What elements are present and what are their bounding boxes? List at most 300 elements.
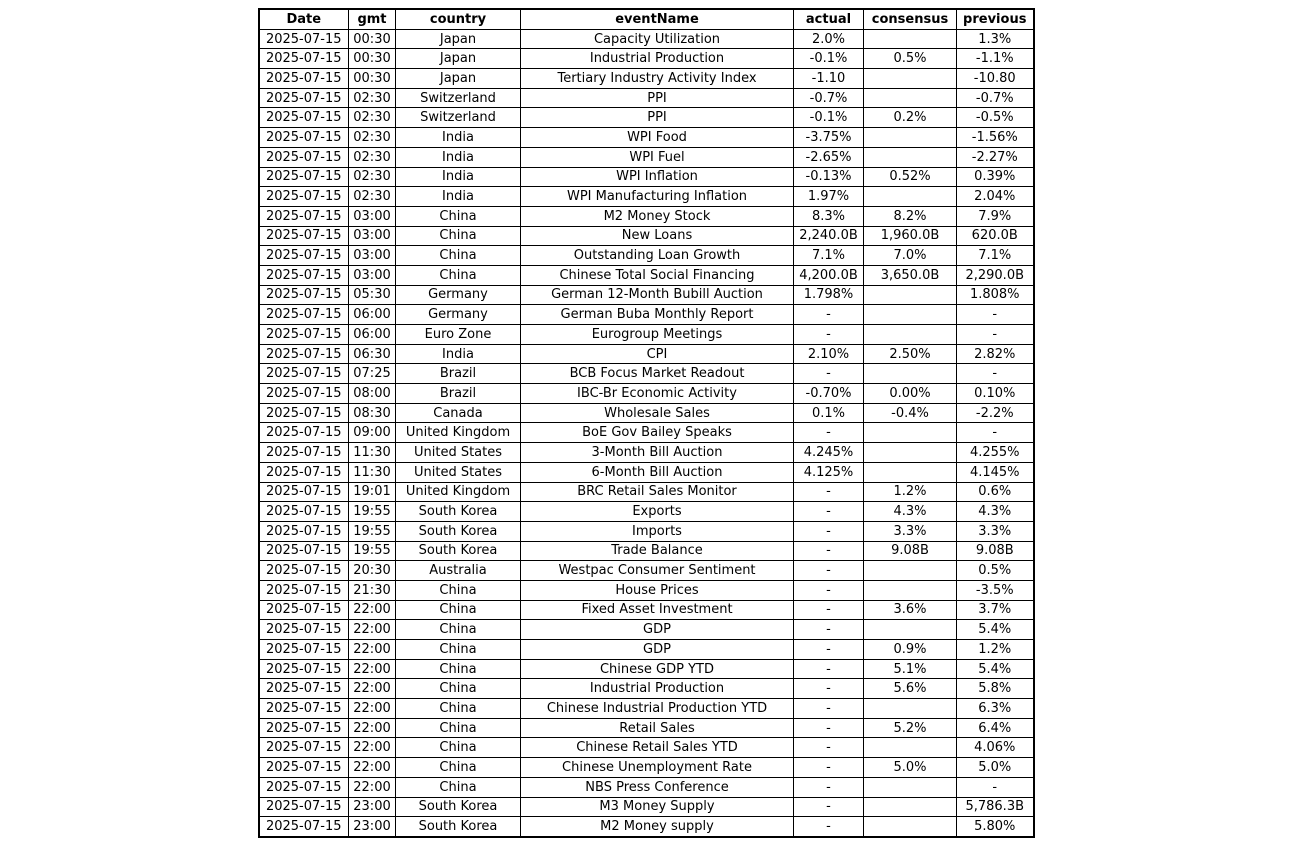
cell: 2025-07-15 xyxy=(259,226,349,246)
cell: -0.13% xyxy=(794,167,864,187)
cell: GDP xyxy=(521,640,794,660)
cell: Capacity Utilization xyxy=(521,29,794,49)
cell: 0.00% xyxy=(864,384,957,404)
cell: M2 Money supply xyxy=(521,817,794,837)
cell: 2025-07-15 xyxy=(259,88,349,108)
cell: 9.08B xyxy=(864,541,957,561)
cell: 2025-07-15 xyxy=(259,580,349,600)
cell: BoE Gov Bailey Speaks xyxy=(521,423,794,443)
table-row xyxy=(259,777,1034,797)
cell: 2025-07-15 xyxy=(259,187,349,207)
cell xyxy=(864,285,957,305)
cell: China xyxy=(396,265,521,285)
cell: South Korea xyxy=(396,797,521,817)
cell: - xyxy=(794,777,864,797)
cell: 2025-07-15 xyxy=(259,443,349,463)
cell: 19:55 xyxy=(349,541,396,561)
cell: Chinese GDP YTD xyxy=(521,659,794,679)
cell: - xyxy=(957,325,1034,345)
cell: -0.5% xyxy=(957,108,1034,128)
cell: - xyxy=(794,364,864,384)
cell: - xyxy=(794,541,864,561)
cell: India xyxy=(396,167,521,187)
cell: Retail Sales xyxy=(521,718,794,738)
cell: 2025-07-15 xyxy=(259,561,349,581)
cell xyxy=(864,462,957,482)
cell: 19:55 xyxy=(349,521,396,541)
cell xyxy=(864,325,957,345)
cell: 2025-07-15 xyxy=(259,640,349,660)
table-row xyxy=(259,384,1034,404)
cell: - xyxy=(957,423,1034,443)
cell: 0.39% xyxy=(957,167,1034,187)
cell: - xyxy=(794,620,864,640)
cell: United Kingdom xyxy=(396,482,521,502)
cell: 2025-07-15 xyxy=(259,659,349,679)
cell: 2.10% xyxy=(794,344,864,364)
cell xyxy=(864,187,957,207)
cell: Chinese Industrial Production YTD xyxy=(521,699,794,719)
cell: 1.2% xyxy=(864,482,957,502)
cell: 2025-07-15 xyxy=(259,521,349,541)
cell: 2025-07-15 xyxy=(259,206,349,226)
cell: House Prices xyxy=(521,580,794,600)
table-row xyxy=(259,482,1034,502)
column-header: previous xyxy=(957,9,1034,29)
cell xyxy=(864,147,957,167)
cell xyxy=(864,69,957,89)
cell: 2025-07-15 xyxy=(259,541,349,561)
cell: China xyxy=(396,620,521,640)
cell: 3-Month Bill Auction xyxy=(521,443,794,463)
cell: 2025-07-15 xyxy=(259,797,349,817)
cell xyxy=(864,561,957,581)
cell xyxy=(864,443,957,463)
table-row xyxy=(259,817,1034,837)
cell: Wholesale Sales xyxy=(521,403,794,423)
table-row xyxy=(259,502,1034,522)
column-header: country xyxy=(396,9,521,29)
cell: - xyxy=(794,561,864,581)
cell: 2025-07-15 xyxy=(259,403,349,423)
cell: China xyxy=(396,600,521,620)
cell: South Korea xyxy=(396,541,521,561)
table-row xyxy=(259,246,1034,266)
table-row xyxy=(259,521,1034,541)
cell xyxy=(864,699,957,719)
cell: - xyxy=(794,659,864,679)
cell: 2025-07-15 xyxy=(259,502,349,522)
cell: Switzerland xyxy=(396,108,521,128)
cell: 00:30 xyxy=(349,49,396,69)
cell: China xyxy=(396,679,521,699)
cell: China xyxy=(396,659,521,679)
cell: 5.8% xyxy=(957,679,1034,699)
cell: 5.1% xyxy=(864,659,957,679)
table-row xyxy=(259,640,1034,660)
cell: 8.2% xyxy=(864,206,957,226)
cell: Exports xyxy=(521,502,794,522)
cell: 0.52% xyxy=(864,167,957,187)
cell xyxy=(864,88,957,108)
cell: 2025-07-15 xyxy=(259,482,349,502)
cell: 03:00 xyxy=(349,226,396,246)
cell: - xyxy=(794,423,864,443)
cell: 22:00 xyxy=(349,758,396,778)
cell: 3.3% xyxy=(957,521,1034,541)
cell: 5.4% xyxy=(957,659,1034,679)
table-row xyxy=(259,679,1034,699)
cell: Outstanding Loan Growth xyxy=(521,246,794,266)
cell: 4.145% xyxy=(957,462,1034,482)
cell: Brazil xyxy=(396,384,521,404)
cell: PPI xyxy=(521,88,794,108)
cell: Tertiary Industry Activity Index xyxy=(521,69,794,89)
cell: 22:00 xyxy=(349,699,396,719)
cell: 2025-07-15 xyxy=(259,777,349,797)
cell xyxy=(864,777,957,797)
table-row xyxy=(259,285,1034,305)
cell: 0.5% xyxy=(957,561,1034,581)
cell: 2025-07-15 xyxy=(259,49,349,69)
cell: 22:00 xyxy=(349,718,396,738)
cell: 5.2% xyxy=(864,718,957,738)
cell: 7.1% xyxy=(794,246,864,266)
table-row xyxy=(259,69,1034,89)
cell: 1.3% xyxy=(957,29,1034,49)
cell: BCB Focus Market Readout xyxy=(521,364,794,384)
table-row xyxy=(259,797,1034,817)
cell: -3.5% xyxy=(957,580,1034,600)
column-header: actual xyxy=(794,9,864,29)
table-row xyxy=(259,659,1034,679)
cell: IBC-Br Economic Activity xyxy=(521,384,794,404)
cell: Trade Balance xyxy=(521,541,794,561)
cell xyxy=(864,128,957,148)
cell: Chinese Retail Sales YTD xyxy=(521,738,794,758)
cell: 2025-07-15 xyxy=(259,128,349,148)
cell: 02:30 xyxy=(349,128,396,148)
cell: 11:30 xyxy=(349,443,396,463)
cell: BRC Retail Sales Monitor xyxy=(521,482,794,502)
cell: 1.798% xyxy=(794,285,864,305)
cell: China xyxy=(396,580,521,600)
cell: 06:30 xyxy=(349,344,396,364)
table-row xyxy=(259,462,1034,482)
cell: - xyxy=(794,600,864,620)
cell: 2025-07-15 xyxy=(259,384,349,404)
cell: - xyxy=(957,305,1034,325)
cell: United Kingdom xyxy=(396,423,521,443)
cell: South Korea xyxy=(396,817,521,837)
cell xyxy=(864,305,957,325)
column-header: gmt xyxy=(349,9,396,29)
cell: 2025-07-15 xyxy=(259,305,349,325)
cell: 2025-07-15 xyxy=(259,108,349,128)
cell: 09:00 xyxy=(349,423,396,443)
table-row xyxy=(259,718,1034,738)
cell: 6.4% xyxy=(957,718,1034,738)
cell: 2025-07-15 xyxy=(259,246,349,266)
cell: Fixed Asset Investment xyxy=(521,600,794,620)
table-row xyxy=(259,699,1034,719)
cell: China xyxy=(396,699,521,719)
cell: 22:00 xyxy=(349,600,396,620)
cell: 08:00 xyxy=(349,384,396,404)
cell: 1,960.0B xyxy=(864,226,957,246)
cell: - xyxy=(794,817,864,837)
cell xyxy=(864,29,957,49)
cell xyxy=(864,817,957,837)
cell: 4.125% xyxy=(794,462,864,482)
cell: 3.7% xyxy=(957,600,1034,620)
cell: 0.1% xyxy=(794,403,864,423)
cell: 2025-07-15 xyxy=(259,344,349,364)
cell: WPI Inflation xyxy=(521,167,794,187)
cell: Japan xyxy=(396,69,521,89)
column-header: consensus xyxy=(864,9,957,29)
table-row xyxy=(259,305,1034,325)
cell: 2.50% xyxy=(864,344,957,364)
cell: 1.97% xyxy=(794,187,864,207)
cell: 1.808% xyxy=(957,285,1034,305)
cell: 2025-07-15 xyxy=(259,620,349,640)
table-row xyxy=(259,128,1034,148)
cell: 2025-07-15 xyxy=(259,167,349,187)
cell: - xyxy=(794,580,864,600)
cell: -0.7% xyxy=(957,88,1034,108)
table-row xyxy=(259,29,1034,49)
cell: 0.6% xyxy=(957,482,1034,502)
cell: - xyxy=(794,718,864,738)
cell: German 12-Month Bubill Auction xyxy=(521,285,794,305)
cell: 2025-07-15 xyxy=(259,738,349,758)
column-header: Date xyxy=(259,9,349,29)
cell: -2.65% xyxy=(794,147,864,167)
table-row xyxy=(259,226,1034,246)
cell: 22:00 xyxy=(349,640,396,660)
cell: - xyxy=(794,325,864,345)
cell: 5.6% xyxy=(864,679,957,699)
cell: 03:00 xyxy=(349,206,396,226)
cell: Westpac Consumer Sentiment xyxy=(521,561,794,581)
cell: 0.5% xyxy=(864,49,957,69)
cell: 7.1% xyxy=(957,246,1034,266)
cell: 23:00 xyxy=(349,817,396,837)
cell: 4.245% xyxy=(794,443,864,463)
cell: 4.06% xyxy=(957,738,1034,758)
table-row xyxy=(259,758,1034,778)
cell: 02:30 xyxy=(349,187,396,207)
cell: 03:00 xyxy=(349,265,396,285)
cell: -10.80 xyxy=(957,69,1034,89)
cell xyxy=(864,423,957,443)
cell: India xyxy=(396,128,521,148)
cell: 2025-07-15 xyxy=(259,758,349,778)
cell: 5.0% xyxy=(864,758,957,778)
cell: 22:00 xyxy=(349,620,396,640)
cell: German Buba Monthly Report xyxy=(521,305,794,325)
cell: India xyxy=(396,187,521,207)
cell: 2025-07-15 xyxy=(259,364,349,384)
cell: - xyxy=(794,797,864,817)
cell: 2025-07-15 xyxy=(259,265,349,285)
cell: Japan xyxy=(396,29,521,49)
cell: Chinese Unemployment Rate xyxy=(521,758,794,778)
cell: 4.3% xyxy=(864,502,957,522)
cell: 6.3% xyxy=(957,699,1034,719)
cell: WPI Fuel xyxy=(521,147,794,167)
cell: - xyxy=(794,305,864,325)
cell: Canada xyxy=(396,403,521,423)
cell: 2025-07-15 xyxy=(259,462,349,482)
cell: 2,290.0B xyxy=(957,265,1034,285)
cell: Switzerland xyxy=(396,88,521,108)
cell: 02:30 xyxy=(349,88,396,108)
cell: United States xyxy=(396,462,521,482)
table-row xyxy=(259,738,1034,758)
cell: 9.08B xyxy=(957,541,1034,561)
cell: -1.56% xyxy=(957,128,1034,148)
cell: China xyxy=(396,718,521,738)
cell: 4.3% xyxy=(957,502,1034,522)
cell: 22:00 xyxy=(349,738,396,758)
table-row xyxy=(259,147,1034,167)
cell: Japan xyxy=(396,49,521,69)
cell: WPI Food xyxy=(521,128,794,148)
table-row xyxy=(259,600,1034,620)
cell: 5,786.3B xyxy=(957,797,1034,817)
table-row xyxy=(259,167,1034,187)
cell: 2025-07-15 xyxy=(259,325,349,345)
cell: 7.9% xyxy=(957,206,1034,226)
cell: Eurogroup Meetings xyxy=(521,325,794,345)
table-row xyxy=(259,580,1034,600)
table-row xyxy=(259,344,1034,364)
cell: WPI Manufacturing Inflation xyxy=(521,187,794,207)
cell: 2025-07-15 xyxy=(259,69,349,89)
cell: -2.27% xyxy=(957,147,1034,167)
cell: 02:30 xyxy=(349,167,396,187)
table-row xyxy=(259,443,1034,463)
cell: 8.3% xyxy=(794,206,864,226)
cell: Imports xyxy=(521,521,794,541)
cell: China xyxy=(396,206,521,226)
cell: China xyxy=(396,226,521,246)
table-row xyxy=(259,541,1034,561)
cell: M2 Money Stock xyxy=(521,206,794,226)
cell: - xyxy=(794,482,864,502)
cell: - xyxy=(794,758,864,778)
cell: 5.80% xyxy=(957,817,1034,837)
cell: 00:30 xyxy=(349,29,396,49)
table-row xyxy=(259,620,1034,640)
cell: China xyxy=(396,758,521,778)
cell: M3 Money Supply xyxy=(521,797,794,817)
cell: 4,200.0B xyxy=(794,265,864,285)
cell: 2.0% xyxy=(794,29,864,49)
table-row xyxy=(259,403,1034,423)
cell: 20:30 xyxy=(349,561,396,581)
cell: PPI xyxy=(521,108,794,128)
cell: 3.3% xyxy=(864,521,957,541)
cell: China xyxy=(396,777,521,797)
table-row xyxy=(259,187,1034,207)
cell: Chinese Total Social Financing xyxy=(521,265,794,285)
cell: -0.4% xyxy=(864,403,957,423)
cell: India xyxy=(396,344,521,364)
cell: Germany xyxy=(396,285,521,305)
cell: 22:00 xyxy=(349,679,396,699)
cell: 11:30 xyxy=(349,462,396,482)
cell: 19:01 xyxy=(349,482,396,502)
cell: 6-Month Bill Auction xyxy=(521,462,794,482)
cell xyxy=(864,364,957,384)
cell: 08:30 xyxy=(349,403,396,423)
cell: NBS Press Conference xyxy=(521,777,794,797)
cell: 03:00 xyxy=(349,246,396,266)
table-row xyxy=(259,206,1034,226)
cell: New Loans xyxy=(521,226,794,246)
cell: 22:00 xyxy=(349,659,396,679)
cell: 02:30 xyxy=(349,147,396,167)
cell: 3,650.0B xyxy=(864,265,957,285)
cell: 2025-07-15 xyxy=(259,699,349,719)
economic-calendar-table xyxy=(258,8,1035,838)
table-row xyxy=(259,423,1034,443)
cell: -0.7% xyxy=(794,88,864,108)
cell: Industrial Production xyxy=(521,49,794,69)
cell: 06:00 xyxy=(349,325,396,345)
table-body xyxy=(259,29,1034,837)
table-row xyxy=(259,561,1034,581)
cell: 02:30 xyxy=(349,108,396,128)
cell: 5.0% xyxy=(957,758,1034,778)
cell: -0.1% xyxy=(794,49,864,69)
cell: -2.2% xyxy=(957,403,1034,423)
cell: 21:30 xyxy=(349,580,396,600)
cell: China xyxy=(396,246,521,266)
cell: 2.04% xyxy=(957,187,1034,207)
cell: Euro Zone xyxy=(396,325,521,345)
cell: 00:30 xyxy=(349,69,396,89)
cell: 06:00 xyxy=(349,305,396,325)
cell: 2025-07-15 xyxy=(259,817,349,837)
cell: - xyxy=(794,699,864,719)
cell: 23:00 xyxy=(349,797,396,817)
cell xyxy=(864,738,957,758)
cell: -3.75% xyxy=(794,128,864,148)
cell: 7.0% xyxy=(864,246,957,266)
cell: 2025-07-15 xyxy=(259,29,349,49)
cell: Brazil xyxy=(396,364,521,384)
cell: 1.2% xyxy=(957,640,1034,660)
cell: 4.255% xyxy=(957,443,1034,463)
cell: 2025-07-15 xyxy=(259,718,349,738)
cell: Australia xyxy=(396,561,521,581)
cell: 0.2% xyxy=(864,108,957,128)
cell: 3.6% xyxy=(864,600,957,620)
table-row xyxy=(259,265,1034,285)
table-row xyxy=(259,325,1034,345)
cell: 07:25 xyxy=(349,364,396,384)
table-row xyxy=(259,49,1034,69)
cell: 0.9% xyxy=(864,640,957,660)
cell: 2,240.0B xyxy=(794,226,864,246)
table-row xyxy=(259,108,1034,128)
cell xyxy=(864,580,957,600)
cell: - xyxy=(794,521,864,541)
